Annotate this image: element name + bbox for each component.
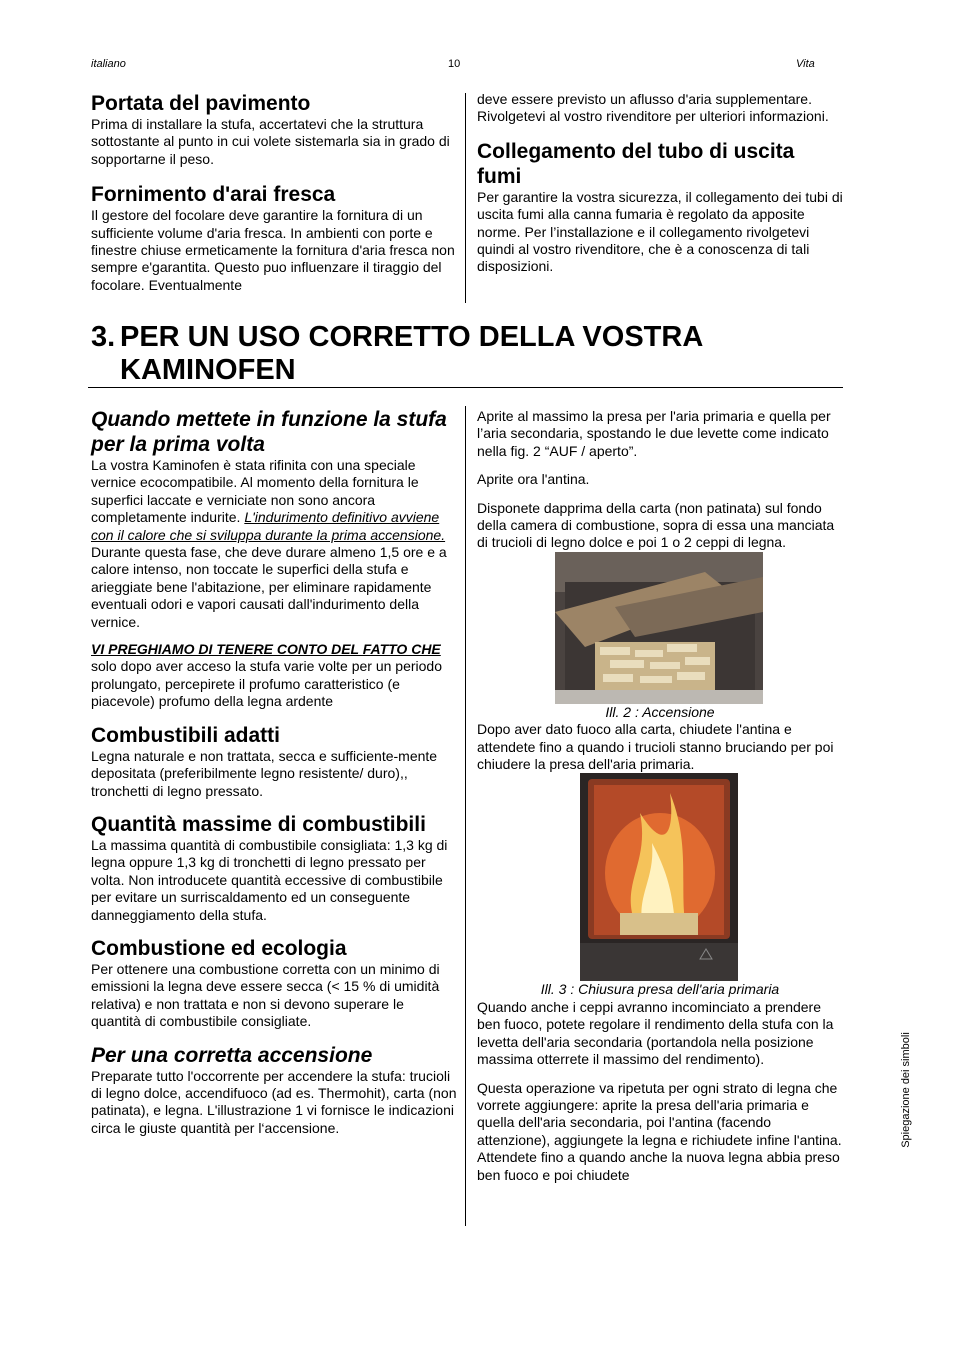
paragraph-open-door: Aprite ora l'antina. — [477, 471, 590, 488]
section-heading — [91, 321, 843, 387]
paragraph-ignition: Preparate tutto l'occorrente per accendere la stufa: trucioli di legno dolce, accendifuoco (ad es. Thermohit), carta (non patinata), e legna. L'illustrazione 1 vi fornisce le indicazioni circa le giuste quantità per l‘accensione. — [91, 1067, 457, 1136]
column-divider-bottom — [465, 406, 466, 1226]
paragraph-open-air: Aprite al massimo la presa per l'aria primaria e quella per l’aria secondaria, spostando le due levette come indicato nella fig. 2 “AUF / aperto”. — [477, 408, 831, 459]
top-right-column — [477, 91, 843, 276]
header-language: italiano — [91, 58, 126, 70]
heading-ignition: Per una corretta accensione — [91, 1043, 373, 1067]
paragraph-repeat: Questa operazione va ripetuta per ogni strato di legna che vorrete aggiungere: aprite la presa dell'aria primaria e quella dell'aria secondaria, poi l'antina (facendo attenzione), aggiungete la legna e richiudete infine l'antina. Attendete fino a quando anche la nuova legna abbia preso ben fuoco e poi chiudete — [477, 1079, 842, 1183]
sidebar-label-text: Spiegazione dei simboli — [900, 1032, 912, 1148]
paragraph-combustion: Per ottenere una combustione corretta con un minimo di emissioni la legna deve essere secca (< 15 % di umidità relativa) e non trattata e non si devono superare le quantità di combustibile consigliate. — [91, 960, 440, 1030]
column-divider-top — [465, 93, 466, 303]
left-column — [91, 407, 457, 1137]
stove-fire-photo — [580, 773, 738, 981]
caption-fire: Ill. 3 : Chiusura presa dell'aria primaria — [540, 981, 780, 998]
paragraph-notice — [91, 641, 457, 711]
first-use-text: La vostra Kaminofen è stata rifinita con una speciale vernice ecocompatibile. Al momento della fornitura le superfici laccate e verniciate non sono ancora completamente indurite. — [91, 457, 419, 526]
paragraph-regulate: Quando anche i ceppi avranno incominciato a prendere ben fuoco, potete regolare il rendimento della stufa con la levetta dell'aria secondaria (portandola nella posizione massima otterrete il massimo del rendimento). — [477, 998, 834, 1068]
section-rule — [88, 387, 843, 388]
paragraph-fuels: Legna naturale e non trattata, secca e sufficiente-mente depositata (preferibilmente legno resistente/ duro),, tronchetti di legno pressato. — [91, 747, 438, 799]
paragraph-extra-air: deve essere previsto un aflusso d'aria supplementare. Rivolgetevi al vostro rivenditore per ulteriori informazioni. — [477, 91, 829, 125]
first-use-text-2: Durante questa fase, che deve durare almeno 1,5 ore e a calore intenso, non toccate le superfici della stufa e arieggiate bene l'abitazione, per eliminare rapidamente eventuali odori e vapori causati dall'indurimento della vernice. — [91, 544, 447, 630]
heading-fuels: Combustibili adatti — [91, 723, 280, 747]
notice-text: solo dopo aver acceso la stufa varie volte per un periodo prolungato, percepirete il profumo caratteristico (e piacevole) profumo della legna ardente — [91, 658, 442, 710]
paragraph-max-fuel: La massima quantità di combustibile consigliata: 1,3 kg di legna oppure 1,3 kg di tronchetti di legno pressato per volta. Non introducete quantità eccessive di combustibile per evitare un surriscaldamento ed un conseguente danneggiamento della stufa. — [91, 836, 448, 923]
section-number: 3. — [91, 321, 116, 353]
heading-first-use: Quando mettete in funzione la stufa per la prima volta — [91, 408, 447, 456]
heading-floor-load: Portata del pavimento — [91, 92, 311, 115]
notice-emphasis: VI PREGHIAMO DI TENERE CONTO DEL FATTO CHE — [91, 641, 441, 658]
heading-fresh-air: Fornimento d'arai fresca — [91, 183, 336, 207]
header-model: Vita — [796, 58, 815, 70]
paragraph-arrange-wood: Disponete dapprima della carta (non patinata) sul fondo della camera di combustione, sopra di essa una manciata di trucioli di legno dolce e poi 1 o 2 ceppi di legna. — [477, 499, 835, 551]
caption-ignition: Ill. 2 : Accensione — [605, 703, 715, 720]
paragraph-flue-connection: Per garantire la vostra sicurezza, il collegamento dei tubi di uscita fumi alla canna fumaria è regolato da apposite norme. Per l’installazione e il collegamento rivolgetevi quindi al vostro rivenditore, che è a conoscenza di tali disposizioni. — [477, 188, 843, 275]
paragraph-light-paper: Dopo aver dato fuoco alla carta, chiudete l'antina e attendete fino a quando i trucioli stanno bruciando per poi chiudere la presa dell'aria primaria. — [477, 721, 834, 773]
page-number: 10 — [448, 58, 461, 70]
figure-ignition — [555, 552, 763, 704]
heading-flue-connection: Collegamento del tubo di uscita fumi — [477, 139, 795, 188]
paragraph-fresh-air: Il gestore del focolare deve garantire la fornitura di un sufficiente volume d'aria fresca. In ambienti con porte e finestre chiuse ermeticamente la fornitura d'aria fresca non sempre e'garantita. Questo puo influenzare il tiraggio del focolare. Eventualmente — [91, 207, 455, 293]
section-title: PER UN USO CORRETTO DELLA VOSTRA KAMINOFEN — [120, 321, 703, 386]
heading-max-fuel: Quantità massime di combustibili — [91, 812, 426, 836]
paragraph-floor-load: Prima di installare la stufa, accertatevi che la struttura sottostante al punto in cui volete sistemarla sia in grado di sopportarne il peso. — [91, 116, 450, 167]
wood-kindling-photo — [555, 552, 763, 704]
figure-fire — [580, 773, 738, 981]
heading-combustion: Combustione ed ecologia — [91, 936, 347, 960]
first-use-emphasis: L'indurimento definitivo avviene con il calore che si sviluppa durante la prima accensione. — [91, 509, 446, 543]
top-left-column — [91, 91, 457, 294]
right-column — [477, 408, 843, 1184]
paragraph-first-use — [91, 457, 457, 631]
